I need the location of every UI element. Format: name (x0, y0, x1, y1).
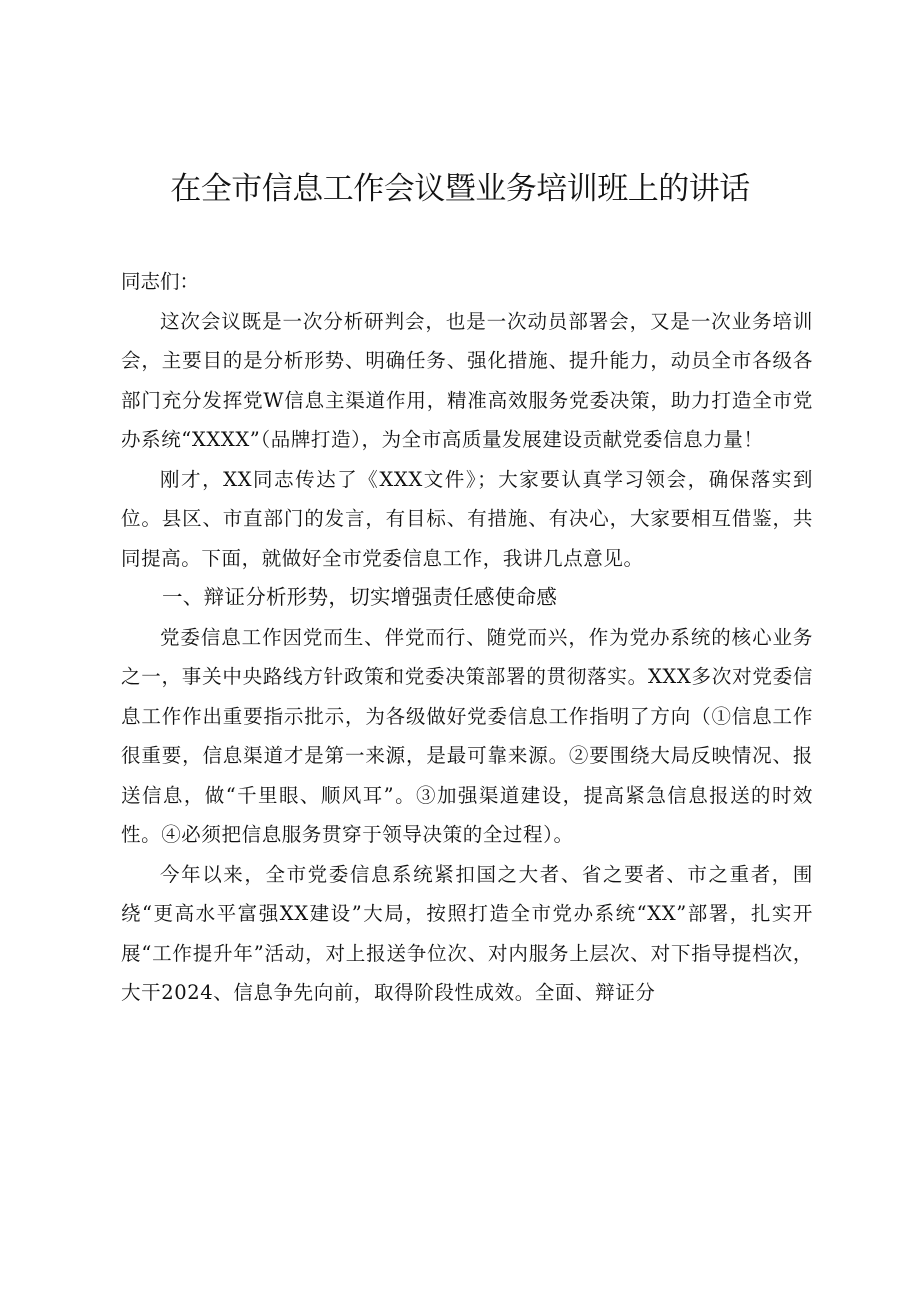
document-title: 在全市信息工作会议暨业务培训班上的讲话 (170, 171, 750, 207)
salutation: 同志们： (121, 270, 200, 293)
paragraph-agenda: 刚才，XX同志传达了《XXX文件》；大家要认真学习领会，确保落实到位。县区、市直部门的发言，有目标、有措施、有决心，大家要相互借鉴，共同提高。下面，就做好全市党委信息工作，我讲几点意见。 (121, 467, 813, 570)
section-heading-1: 一、辩证分析形势，切实增强责任感使命感 (162, 585, 558, 609)
paragraph-section-1-a: 党委信息工作因党而生、伴党而行、随党而兴，作为党办系统的核心业务之一，事关中央路线方针政策和党委决策部署的贯彻落实。XXX多次对党委信息工作作出重要指示批示，为各级做好党委信息工作指明了方向（①信息工作很重要，信息渠道才是第一来源，是最可靠来源。②要围绕大局反映情况、报送信息，做“千里眼、顺风耳”。③加强渠道建设，提高紧急信息报送的时效性。④必须把信息服务贯穿于领导决策的全过程）。 (121, 625, 813, 846)
paragraph-section-1-b: 今年以来，全市党委信息系统紧扣国之大者、省之要者、市之重者，围绕“更高水平富强XX建设”大局，按照打造全市党办系统“XX”部署，扎实开展“工作提升年”活动，对上报送争位次、对内服务上层次、对下指导提档次，大干2024、信息争先向前，取得阶段性成效。全面、辩证分 (121, 862, 813, 1004)
document-body (121, 262, 813, 1013)
paragraph-intro: 这次会议既是一次分析研判会，也是一次动员部署会，又是一次业务培训会，主要目的是分析形势、明确任务、强化措施、提升能力，动员全市各级各部门充分发挥党W信息主渠道作用，精准高效服务党委决策，助力打造全市党办系统“XXXX”（品牌打造），为全市高质量发展建设贡献党委信息力量！ (121, 309, 813, 451)
